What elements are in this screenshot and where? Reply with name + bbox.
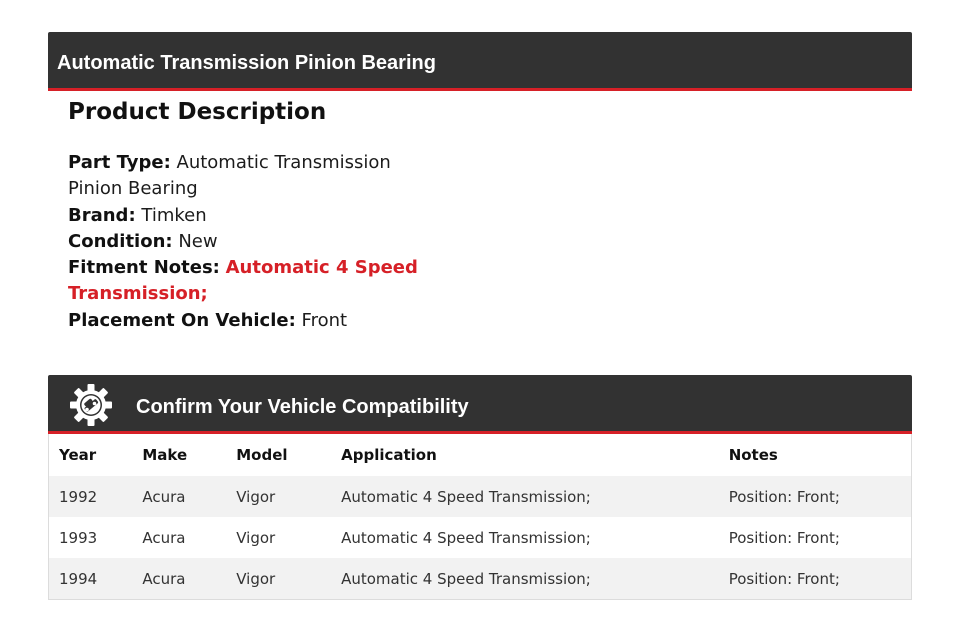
spec-value: Front	[301, 309, 348, 331]
cell-application: Automatic 4 Speed Transmission;	[331, 558, 719, 600]
spec-value: New	[178, 230, 218, 252]
table-row	[49, 476, 912, 517]
spec-label: Part Type:	[68, 152, 171, 173]
cell-make: Acura	[132, 476, 226, 517]
description-heading: Product Description	[68, 99, 327, 125]
product-title-banner	[48, 32, 912, 91]
cell-year: 1994	[49, 558, 133, 600]
table-header-row	[49, 434, 912, 476]
spec-label: Placement On Vehicle:	[68, 309, 296, 331]
table-row	[49, 558, 912, 600]
spec-label: Fitment Notes:	[68, 257, 220, 279]
cell-notes: Position: Front;	[719, 558, 912, 600]
cell-application: Automatic 4 Speed Transmission;	[331, 517, 719, 558]
cell-year: 1992	[49, 476, 133, 517]
cell-make: Acura	[132, 517, 226, 558]
column-header-year: Year	[49, 434, 133, 476]
column-header-application: Application	[331, 434, 719, 476]
cell-model: Vigor	[226, 476, 331, 517]
column-header-make: Make	[132, 434, 226, 476]
cell-model: Vigor	[226, 517, 331, 558]
spec-placement	[68, 308, 448, 334]
compatibility-table	[48, 434, 912, 600]
cell-notes: Position: Front;	[719, 476, 912, 517]
compatibility-banner	[48, 375, 912, 434]
spec-fitment-notes	[68, 255, 448, 308]
table-row	[49, 517, 912, 558]
spec-condition	[68, 229, 448, 255]
cell-notes: Position: Front;	[719, 517, 912, 558]
spec-value-highlight: Automatic 4 Speed Transmission;	[68, 257, 418, 305]
product-description	[68, 96, 468, 128]
cell-year: 1993	[49, 517, 133, 558]
column-header-notes: Notes	[719, 434, 912, 476]
product-title: Automatic Transmission Pinion Bearing	[57, 52, 436, 74]
cell-model: Vigor	[226, 558, 331, 600]
cell-make: Acura	[132, 558, 226, 600]
spec-value: Timken	[141, 204, 207, 226]
spec-value: Automatic Transmission Pinion Bearing	[68, 152, 391, 200]
compatibility-title: Confirm Your Vehicle Compatibility	[136, 396, 469, 418]
spec-label: Brand:	[68, 204, 136, 226]
spec-part-type	[68, 150, 448, 203]
spec-list	[68, 150, 448, 334]
gear-car-icon	[68, 382, 114, 428]
column-header-model: Model	[226, 434, 331, 476]
cell-application: Automatic 4 Speed Transmission;	[331, 476, 719, 517]
spec-brand	[68, 203, 448, 229]
spec-label: Condition:	[68, 230, 173, 252]
